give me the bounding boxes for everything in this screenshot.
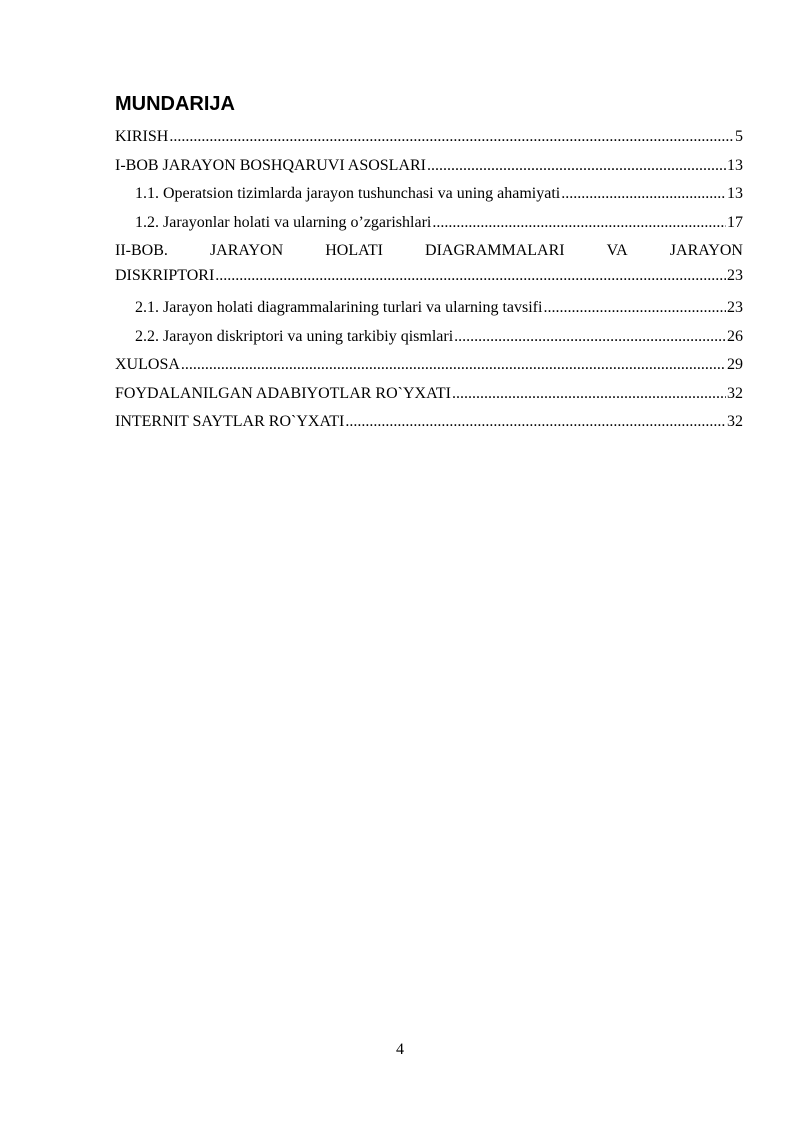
toc-title-word: II-BOB.	[115, 242, 168, 259]
toc-entry-page: 13	[727, 156, 743, 174]
toc-dot-leader	[561, 181, 726, 206]
toc-entry-title-continuation	[115, 263, 743, 288]
toc-entry-page: 23	[727, 299, 743, 316]
toc-dot-leader	[345, 409, 726, 434]
toc-entry-title: 1.2. Jarayonlar holati va ularning o’zgarishlari	[135, 213, 432, 231]
toc-entry-section-2-1[interactable]	[115, 295, 743, 324]
toc-dot-leader	[452, 381, 726, 406]
table-of-contents	[115, 124, 743, 438]
toc-entry-section-1-2[interactable]	[115, 210, 743, 239]
toc-entry-page: 17	[727, 213, 743, 231]
toc-entry-references[interactable]	[115, 381, 743, 410]
toc-entry-section-1-1[interactable]	[115, 181, 743, 210]
toc-entry-title: XULOSA	[115, 356, 180, 373]
toc-entry-page: 23	[727, 267, 743, 284]
toc-entry-page: 32	[727, 384, 743, 402]
toc-entry-websites[interactable]	[115, 409, 743, 438]
toc-entry-title: 2.1. Jarayon holati diagrammalarining turlari va ularning tavsifi	[135, 299, 543, 316]
toc-entry-page: 29	[727, 356, 743, 373]
toc-entry-xulosa[interactable]	[115, 352, 743, 381]
toc-dot-leader	[181, 352, 726, 377]
toc-dot-leader	[215, 263, 726, 288]
toc-entry-chapter-1[interactable]	[115, 153, 743, 182]
toc-entry-page: 26	[727, 327, 743, 345]
toc-dot-leader	[432, 210, 726, 235]
toc-title-word: VA	[606, 242, 628, 259]
toc-dot-leader	[169, 124, 734, 149]
toc-entry-title: I-BOB JARAYON BOSHQARUVI ASOSLARI	[115, 156, 427, 174]
toc-dot-leader	[543, 295, 726, 320]
toc-entry-title: 2.2. Jarayon diskriptori va uning tarkibiy qismlari	[135, 327, 454, 345]
toc-entry-title: KIRISH	[115, 128, 169, 145]
toc-entry-page: 32	[727, 413, 743, 430]
toc-dot-leader	[454, 324, 726, 349]
toc-entry-page: 5	[735, 128, 743, 145]
toc-entry-title: DISKRIPTORI	[115, 267, 215, 284]
toc-entry-chapter-2[interactable]	[115, 238, 743, 295]
toc-entry-title: 1.1. Operatsion tizimlarda jarayon tushunchasi va uning ahamiyati	[135, 185, 561, 202]
toc-entry-kirish[interactable]	[115, 124, 743, 153]
toc-title-word: DIAGRAMMALARI	[425, 242, 565, 259]
toc-entry-section-2-2[interactable]	[115, 324, 743, 353]
toc-heading: MUNDARIJA	[115, 93, 235, 115]
toc-entry-title-line	[115, 238, 743, 263]
toc-dot-leader	[427, 153, 726, 178]
toc-entry-page: 13	[727, 185, 743, 202]
toc-entry-title: INTERNIT SAYTLAR RO`YXATI	[115, 413, 345, 430]
page-number: 4	[396, 1041, 404, 1058]
toc-entry-title: FOYDALANILGAN ADABIYOTLAR RO`YXATI	[115, 384, 451, 402]
toc-title-word: JARAYON	[209, 242, 284, 259]
toc-title-word: HOLATI	[325, 242, 383, 259]
toc-title-word: JARAYON	[669, 242, 743, 259]
